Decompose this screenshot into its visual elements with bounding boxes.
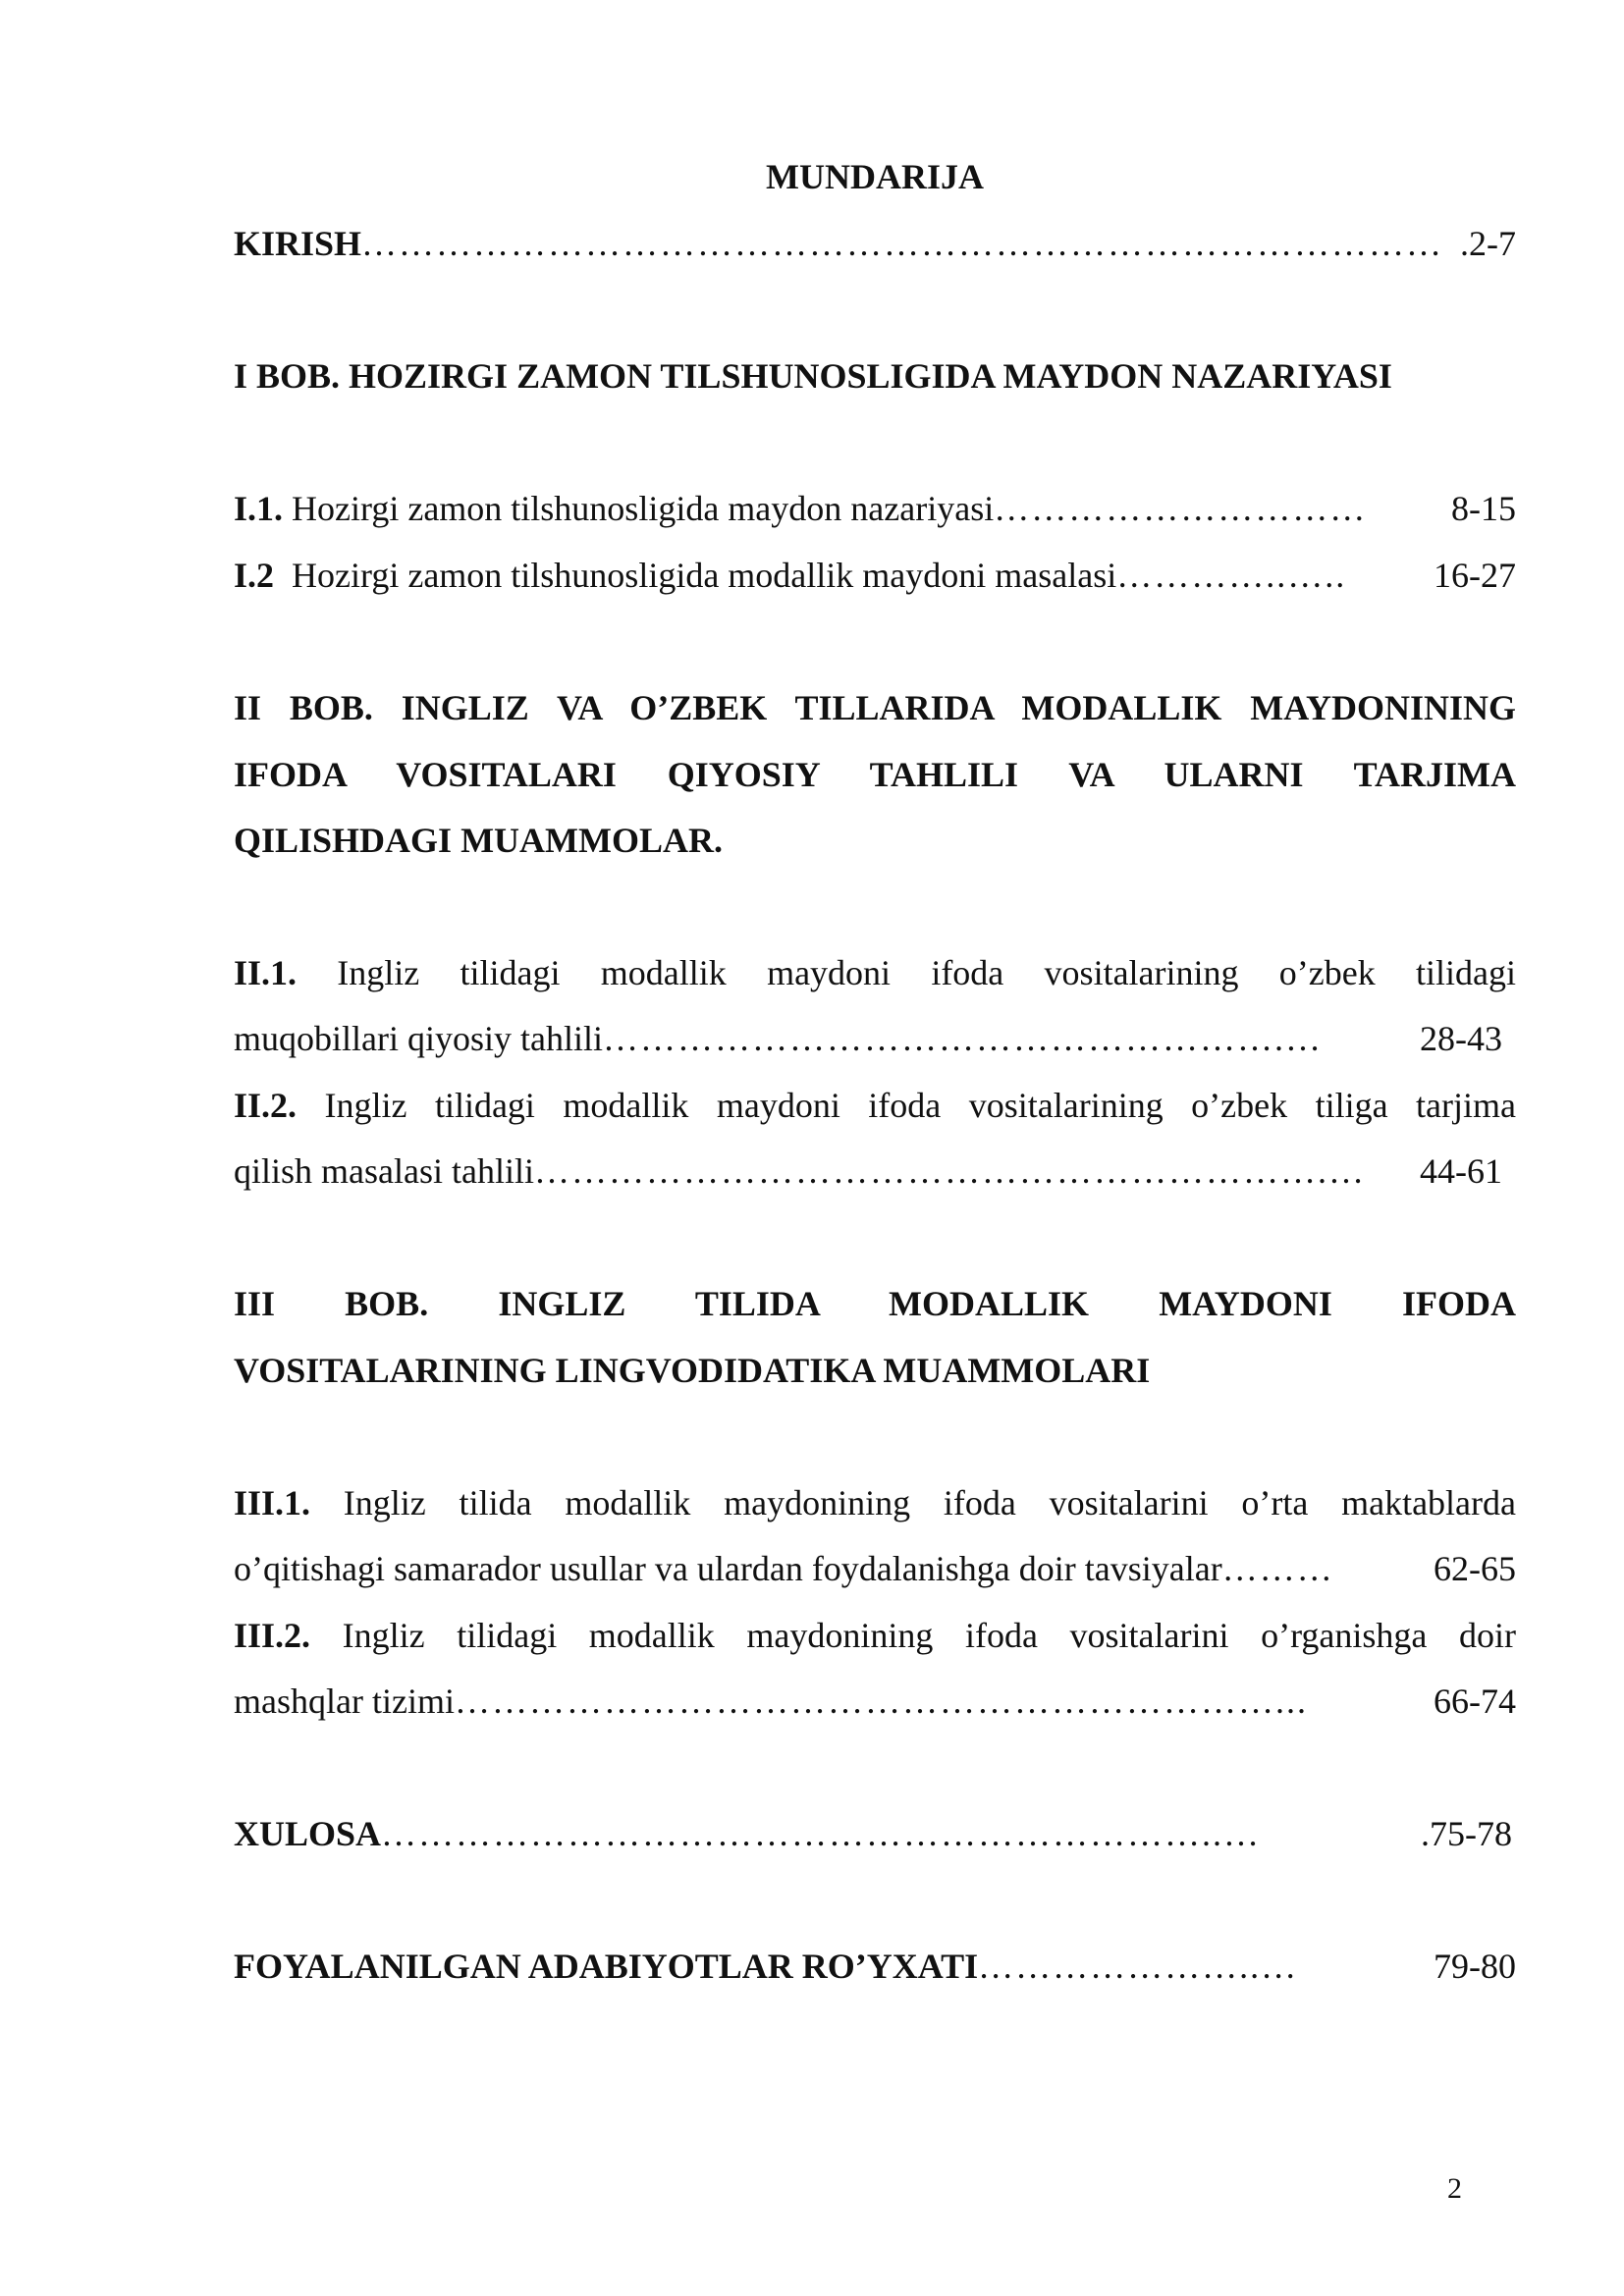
dot-leader: …………………………………………………………..… [381,1814,1262,1853]
page-range: 79-80 [1434,1947,1516,1986]
toc-entry-text [234,554,1116,597]
chapter-1-heading: I BOB. HOZIRGI ZAMON TILSHUNOSLIGIDA MAYDON NAZARIYASI [234,356,1392,396]
toc-entry-2-2-line-1 [234,1084,1516,1127]
toc-entry-3-1-line-2 [234,1547,1516,1590]
page-range: .75-78 [1421,1814,1512,1853]
section-number: II.1. [234,953,298,992]
section-number: III.1. [234,1483,311,1522]
toc-entry-adabiyotlar [234,1945,1516,1988]
page-range: 44-61 [1420,1151,1502,1191]
toc-entry-2-1-line-2 [234,1017,1502,1060]
dot-leader: …………………………………………………………... [454,1682,1308,1721]
page-range: 62-65 [1434,1549,1516,1588]
toc-entry-kirish [234,222,1516,265]
section-title: Ingliz tilidagi modallik maydoni ifoda vositalarining o’zbek tiliga tarjima [297,1086,1516,1125]
section-number: III.2. [234,1616,311,1655]
toc-entry-2-2-line-2 [234,1149,1502,1193]
section-title: Ingliz tilidagi modallik maydonining ifoda vositalarini o’rganishga doir [310,1616,1516,1655]
dot-leader: …………..….. [1116,556,1347,595]
toc-entry-label: FOYALANILGAN ADABIYOTLAR RO’YXATI [234,1947,979,1986]
section-title: Hozirgi zamon tilshunosligida maydon nazariyasi [283,489,995,528]
dot-leader: ……………………………………………….… [602,1019,1323,1058]
chapter-2-heading-line-3: QILISHDAGI MUAMMOLAR. [234,821,724,860]
section-number: I.2 [234,556,275,595]
page-range: 16-27 [1434,556,1516,595]
dot-leader: ……… [1221,1549,1334,1588]
section-title: Ingliz tilidagi modallik maydoni ifoda vositalarining o’zbek tilidagi [297,953,1516,992]
toc-entry-1-2 [234,554,1516,597]
chapter-3-heading-line-1: III BOB. INGLIZ TILIDA MODALLIK MAYDONI IFODA [234,1284,1516,1323]
section-number: I.1. [234,489,284,528]
toc-entry-2-1-line-1 [234,951,1516,994]
chapter-2-heading-line-1: II BOB. INGLIZ VA O’ZBEK TILLARIDA MODALLIK MAYDONINING [234,688,1516,727]
dot-leader: …………………..… [978,1947,1299,1986]
dot-leader: …………………………………………………………………………… [361,224,1444,263]
section-title-continued: muqobillari qiyosiy tahlili [234,1019,603,1058]
toc-title: MUNDARIJA [766,157,984,196]
page-range: 28-43 [1420,1019,1502,1058]
section-number: II.2. [234,1086,298,1125]
section-title: Hozirgi zamon tilshunosligida modallik maydoni masalasi [274,556,1117,595]
section-title-continued: o’qitishagi samarador usullar va ulardan foydalanishga doir tavsiyalar [234,1549,1222,1588]
toc-entry-3-2-line-2 [234,1680,1516,1723]
toc-entry-xulosa [234,1812,1512,1855]
dot-leader: ………………………… [994,489,1368,528]
toc-entry-3-1-line-1 [234,1481,1516,1524]
page-range: .2-7 [1460,224,1516,263]
toc-entry-text [234,487,994,530]
toc-entry-label: XULOSA [234,1814,382,1853]
section-title-continued: qilish masalasi tahlili [234,1151,534,1191]
toc-entry-label: KIRISH [234,224,362,263]
page-number: 2 [1447,2172,1462,2205]
toc-entry-3-2-line-1 [234,1614,1516,1657]
toc-entry-1-1 [234,487,1516,530]
section-title-continued: mashqlar tizimi [234,1682,455,1721]
dot-leader: ……………………………………………………….… [533,1151,1366,1191]
chapter-2-heading-line-2: IFODA VOSITALARI QIYOSIY TAHLILI VA ULARNI TARJIMA [234,755,1516,794]
section-title: Ingliz tilida modallik maydonining ifoda vositalarini o’rta maktablarda [310,1483,1516,1522]
page-range: 66-74 [1434,1682,1516,1721]
page-range: 8-15 [1451,489,1516,528]
chapter-3-heading-line-2: VOSITALARINING LINGVODIDATIKA MUAMMOLARI [234,1351,1151,1390]
